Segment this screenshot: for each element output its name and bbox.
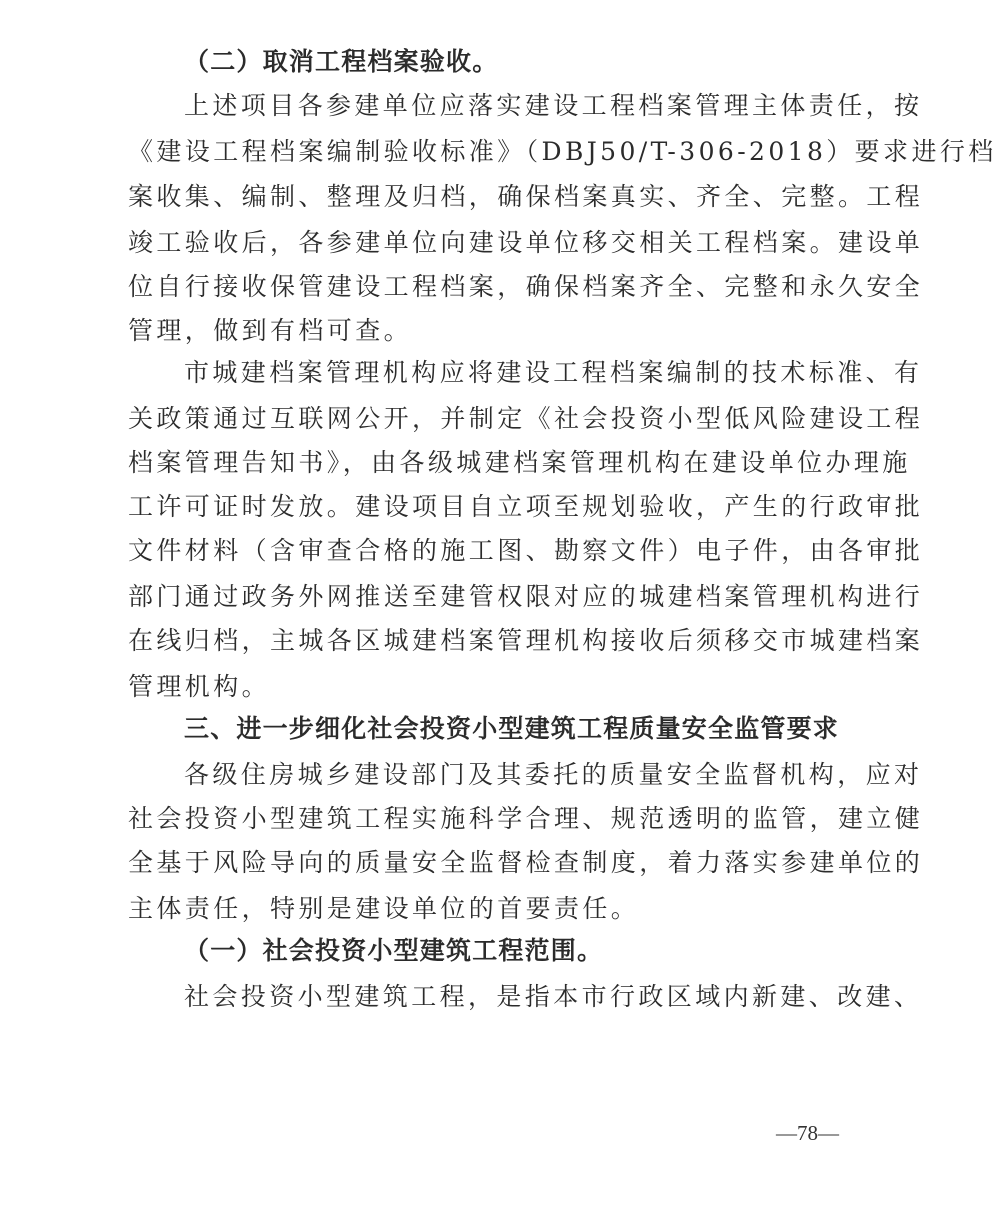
paragraph-line: 上述项目各参建单位应落实建设工程档案管理主体责任，按 — [184, 91, 923, 120]
paragraph-line: 文件材料（含审查合格的施工图、勘察文件）电子件，由各审批 — [128, 536, 924, 565]
paragraph-line: 竣工验收后，各参建单位向建设单位移交相关工程档案。建设单 — [128, 228, 924, 257]
paragraph-line: 关政策通过互联网公开，并制定《社会投资小型低风险建设工程 — [128, 404, 924, 433]
paragraph-line: 社会投资小型建筑工程，是指本市行政区域内新建、改建、 — [184, 982, 923, 1011]
paragraph-line: 位自行接收保管建设工程档案，确保档案齐全、完整和永久安全 — [128, 272, 924, 301]
paragraph-line: 全基于风险导向的质量安全监督检查制度，着力落实参建单位的 — [128, 848, 924, 877]
paragraph-line: 案收集、编制、整理及归档，确保档案真实、齐全、完整。工程 — [128, 182, 924, 211]
paragraph-line: 《建设工程档案编制验收标准》（DBJ50/T-306-2018）要求进行档 — [128, 137, 997, 166]
paragraph-line: 部门通过政务外网推送至建管权限对应的城建档案管理机构进行 — [128, 582, 924, 611]
paragraph-line: 市城建档案管理机构应将建设工程档案编制的技术标准、有 — [184, 358, 923, 387]
paragraph-line: 在线归档，主城各区城建档案管理机构接收后须移交市城建档案 — [128, 626, 924, 655]
paragraph-line: 各级住房城乡建设部门及其委托的质量安全监督机构，应对 — [184, 760, 923, 789]
subsection-heading-cancel-archive-acceptance: （二）取消工程档案验收。 — [184, 47, 499, 76]
section-heading-three: 三、进一步细化社会投资小型建筑工程质量安全监管要求 — [184, 714, 840, 743]
page-number: —78— — [776, 1121, 839, 1145]
subsection-heading-scope: （一）社会投资小型建筑工程范围。 — [184, 936, 604, 965]
paragraph-line: 管理，做到有档可查。 — [128, 316, 413, 345]
paragraph-line: 工许可证时发放。建设项目自立项至规划验收，产生的行政审批 — [128, 492, 924, 521]
paragraph-line: 档案管理告知书》，由各级城建档案管理机构在建设单位办理施 — [128, 448, 911, 477]
paragraph-line: 主体责任，特别是建设单位的首要责任。 — [128, 894, 640, 923]
paragraph-line: 社会投资小型建筑工程实施科学合理、规范透明的监管，建立健 — [128, 804, 924, 833]
paragraph-line: 管理机构。 — [128, 672, 271, 701]
